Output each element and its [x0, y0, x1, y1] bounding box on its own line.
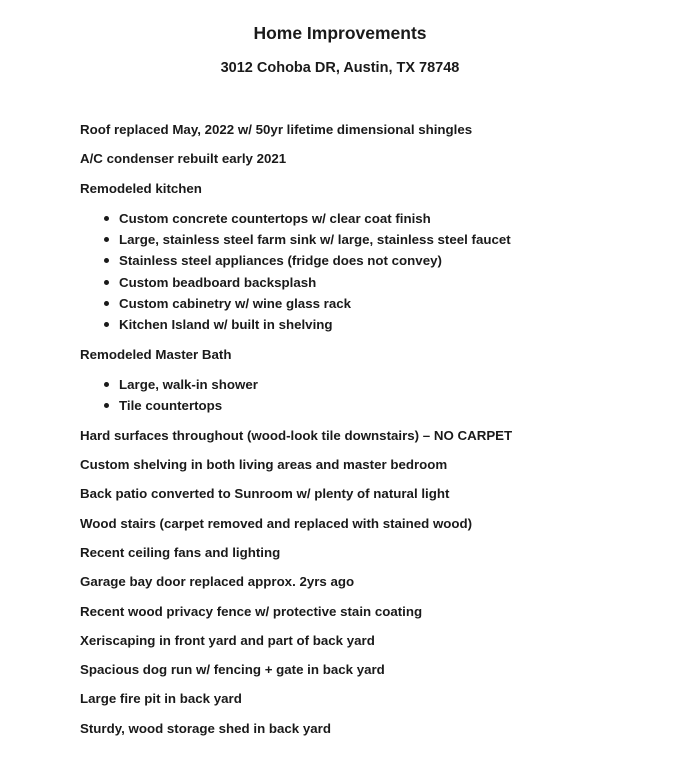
list-item: Recent wood privacy fence w/ protective stain coating	[80, 603, 423, 619]
bullet-text: Tile countertops	[119, 398, 223, 414]
bullet-item	[80, 250, 660, 271]
bullet-text: Custom beadboard backsplash	[119, 274, 317, 290]
list-item: Roof replaced May, 2022 w/ 50yr lifetime dimensional shingles	[80, 122, 473, 137]
bullet-text: Custom concrete countertops w/ clear coat finish	[119, 210, 431, 226]
list-item: Hard surfaces throughout (wood-look tile downstairs) – NO CARPET	[80, 427, 513, 443]
bullet-text: Stainless steel appliances (fridge does not convey)	[119, 253, 442, 269]
bullet-text: Large, stainless steel farm sink w/ large, stainless steel faucet	[119, 232, 511, 248]
list-item: Recent ceiling fans and lighting	[80, 545, 281, 560]
bullet-item	[80, 229, 660, 250]
list-item: Wood stairs (carpet removed and replaced with stained wood)	[80, 515, 473, 531]
bullet-text: Custom cabinetry w/ wine glass rack	[119, 295, 352, 311]
bullet-dot-icon	[104, 237, 109, 242]
bullet-item	[80, 293, 660, 314]
bullet-dot-icon	[104, 216, 109, 221]
list-item: Garage bay door replaced approx. 2yrs ago	[80, 574, 355, 590]
bath-bullet-list	[80, 374, 660, 416]
list-item: A/C condenser rebuilt early 2021	[80, 151, 287, 167]
bullet-text: Large, walk-in shower	[119, 376, 258, 392]
list-item: Remodeled Master Bath	[80, 346, 232, 362]
list-item: Back patio converted to Sunroom w/ plenty of natural light	[80, 486, 450, 502]
bullet-item	[80, 208, 660, 229]
bullet-dot-icon	[104, 403, 109, 408]
kitchen-bullet-list	[80, 208, 660, 335]
improvements-list	[80, 120, 660, 748]
list-item: Remodeled kitchen	[80, 180, 202, 196]
bullet-dot-icon	[104, 382, 109, 387]
bullet-dot-icon	[104, 301, 109, 306]
bullet-item	[80, 395, 660, 416]
bullet-item	[80, 374, 660, 395]
list-item: Sturdy, wood storage shed in back yard	[80, 720, 331, 736]
bullet-item	[80, 314, 660, 335]
list-item: Spacious dog run w/ fencing + gate in back yard	[80, 662, 385, 678]
bullet-text: Kitchen Island w/ built in shelving	[119, 316, 333, 332]
page-title: Home Improvements	[253, 23, 427, 43]
list-item: Xeriscaping in front yard and part of back yard	[80, 632, 375, 648]
list-item: Custom shelving in both living areas and master bedroom	[80, 457, 448, 473]
bullet-dot-icon	[104, 322, 109, 327]
bullet-dot-icon	[104, 258, 109, 263]
list-item: Large fire pit in back yard	[80, 691, 242, 707]
bullet-dot-icon	[104, 280, 109, 285]
property-address: 3012 Cohoba DR, Austin, TX 78748	[220, 60, 460, 76]
bullet-item	[80, 272, 660, 293]
